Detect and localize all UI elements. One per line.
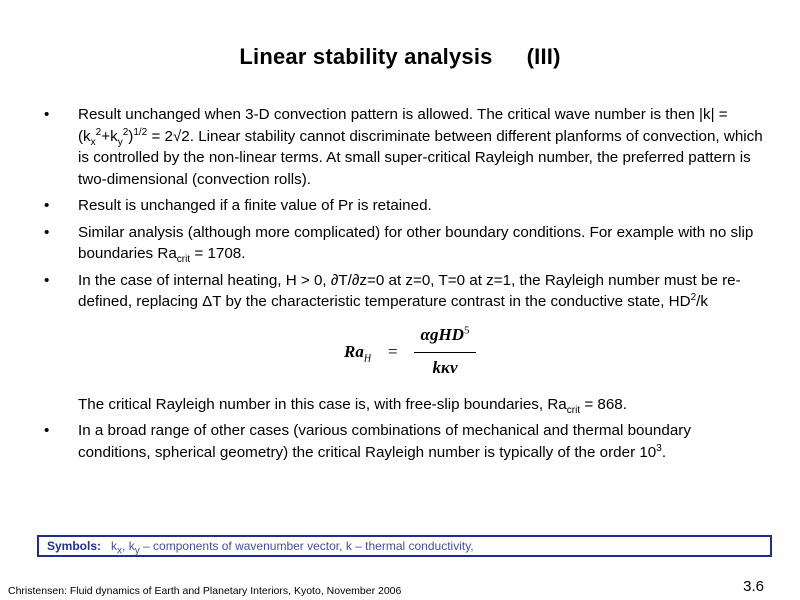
- rayleigh-formula: [344, 325, 484, 381]
- bullet-marker: •: [44, 197, 50, 214]
- bullet-marker: •: [44, 422, 50, 439]
- symbols-text: $k_x$, $k_y$ – components of wavenumber vector, k – thermal conductivity,: [111, 539, 474, 557]
- bullet-item-1: • Result unchanged when 3-D convection pattern is allowed. The critical wave number is then $|k| = (k_x^2+k_y^2)^{1/2} = 2√2$. Linear stability cannot discriminate between different planforms of convection, which is controlled by the non-linear terms. At small super-critical Rayleigh number, the preferred pattern is two-dimensional (convection rolls).: [44, 106, 763, 188]
- formula-equals: =: [388, 342, 398, 361]
- fraction-bar: [414, 352, 476, 353]
- slide-title: [0, 44, 800, 70]
- bullet-list: [44, 104, 764, 318]
- bullet-marker: •: [44, 106, 50, 123]
- footer-citation: Christensen: Fluid dynamics of Earth and Planetary Interiors, Kyoto, November 2006: [8, 585, 402, 597]
- bullet-item-2: • Result is unchanged if a finite value of Pr is retained.: [44, 195, 764, 217]
- symbols-box: Symbols: $k_x$, $k_y$ – components of wavenumber vector, k – thermal conductivity,: [37, 535, 772, 557]
- bullet-item-4: • In the case of internal heating, H > 0, ∂T/∂z=0 at z=0, T=0 at z=1, the Rayleigh number must be re-defined, replacing ΔT by the characteristic temperature contrast in the conductive state, $HD^2/k$: [44, 271, 741, 310]
- symbols-label: Symbols: [47, 539, 98, 553]
- bullet-marker: •: [44, 223, 50, 241]
- bullet-item-3: • Similar analysis (although more complicated) for other boundary conditions. For example with no slip boundaries $Ra_{crit} = 1708$.: [44, 223, 754, 266]
- slide-title-part: (III): [526, 44, 561, 69]
- critical-rayleigh-note: The critical Rayleigh number in this case is, with free-slip boundaries, $Ra_{crit} = 868$.: [78, 396, 627, 417]
- formula-lhs: $Ra_H$: [344, 342, 372, 365]
- formula-numerator: αgHD$^5$: [420, 324, 470, 344]
- bullet-list-continued: [44, 420, 764, 468]
- slide-title-main: Linear stability analysis: [239, 44, 493, 69]
- bullet-marker: •: [44, 271, 50, 289]
- page-number: 3.6: [743, 578, 764, 595]
- formula-denominator: kκν: [432, 358, 458, 377]
- bullet-item-5: • In a broad range of other cases (various combinations of mechanical and thermal boundary conditions, spherical geometry) the critical Rayleigh number is typically of the order $10^3$.: [44, 422, 691, 461]
